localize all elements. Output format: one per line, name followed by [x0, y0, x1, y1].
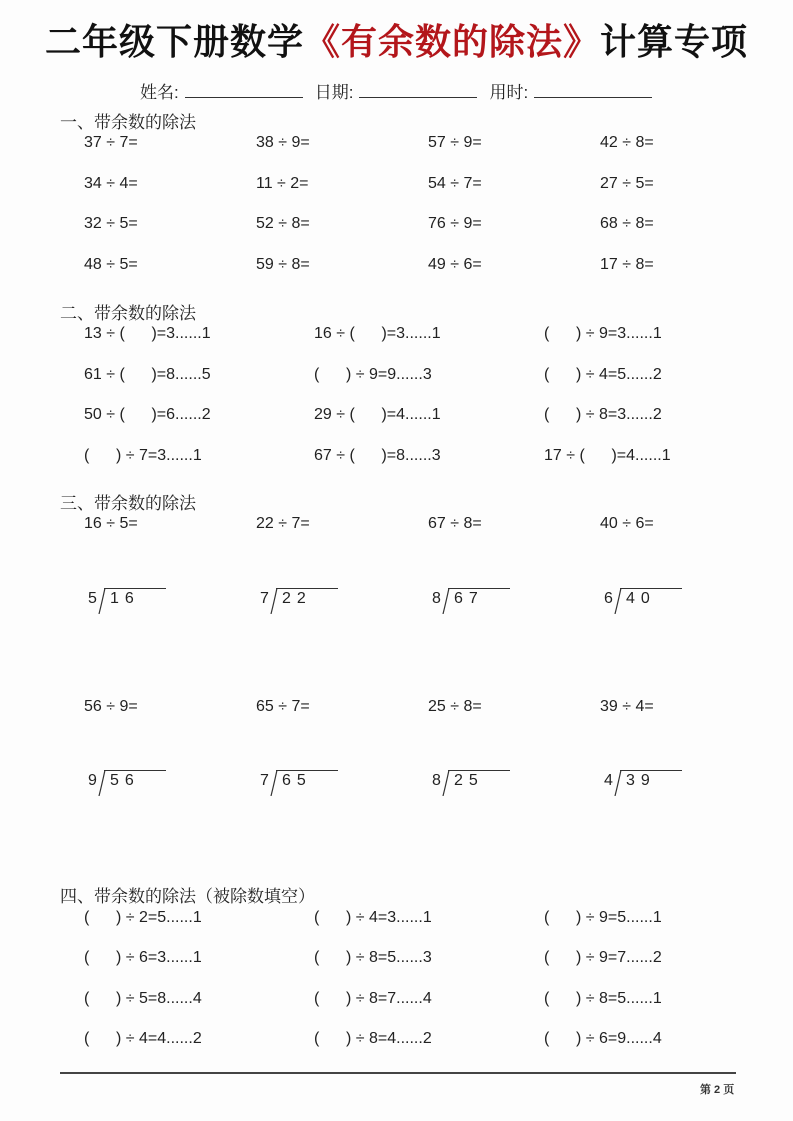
problem: 17 ÷ ( )=4......1 [544, 447, 671, 464]
division-bar [104, 770, 166, 771]
dividend: 16 [110, 590, 140, 607]
problem: ( ) ÷ 9=9......3 [314, 366, 432, 383]
problem: 16 ÷ 5= [84, 515, 138, 532]
division-bracket-icon [98, 770, 106, 796]
problem: ( ) ÷ 8=7......4 [314, 990, 432, 1007]
title-suffix: 计算专项 [600, 21, 749, 62]
problem-row [0, 256, 793, 278]
problem: 65 ÷ 7= [256, 698, 310, 715]
divisor: 7 [260, 772, 269, 789]
division-bracket-icon [98, 588, 106, 614]
division-bar [448, 588, 510, 589]
problem: ( ) ÷ 8=5......1 [544, 990, 662, 1007]
division-bracket-icon [270, 770, 278, 796]
divisor: 7 [260, 590, 269, 607]
problem: 16 ÷ ( )=3......1 [314, 325, 441, 342]
name-field [140, 78, 303, 103]
title-prefix: 二年级下册数学 [44, 21, 304, 62]
problem: 39 ÷ 4= [600, 698, 654, 715]
title-highlight: 《有余数的除法》 [303, 21, 600, 62]
problem: 22 ÷ 7= [256, 515, 310, 532]
divisor: 5 [88, 590, 97, 607]
divisor: 4 [604, 772, 613, 789]
problem: 59 ÷ 8= [256, 256, 310, 273]
problem-row [0, 175, 793, 197]
problem: ( ) ÷ 8=4......2 [314, 1030, 432, 1047]
time-label: 用时: [489, 83, 529, 102]
problem-row [0, 325, 793, 347]
problem: 67 ÷ 8= [428, 515, 482, 532]
divisor: 9 [88, 772, 97, 789]
problem: 49 ÷ 6= [428, 256, 482, 273]
section-3-title: 三、带余数的除法 [60, 494, 196, 513]
problem: 48 ÷ 5= [84, 256, 138, 273]
division-bar [104, 588, 166, 589]
dividend: 56 [110, 772, 140, 789]
problem: 11 ÷ 2= [256, 175, 309, 192]
problem: ( ) ÷ 5=8......4 [84, 990, 202, 1007]
problem: 76 ÷ 9= [428, 215, 482, 232]
date-label: 日期: [314, 83, 354, 102]
divisor: 8 [432, 772, 441, 789]
name-blank[interactable] [185, 81, 303, 98]
division-bar [620, 588, 682, 589]
problem: 50 ÷ ( )=6......2 [84, 406, 211, 423]
problem: 57 ÷ 9= [428, 134, 482, 151]
problem: 40 ÷ 6= [600, 515, 654, 532]
section-1-title: 一、带余数的除法 [60, 113, 196, 132]
date-blank[interactable] [359, 81, 477, 98]
problem: ( ) ÷ 4=4......2 [84, 1030, 202, 1047]
problem: ( ) ÷ 7=3......1 [84, 447, 202, 464]
dividend: 65 [282, 772, 312, 789]
problem: ( ) ÷ 6=9......4 [544, 1030, 662, 1047]
section-4-title: 四、带余数的除法（被除数填空） [60, 887, 315, 906]
problem: 34 ÷ 4= [84, 175, 138, 192]
dividend: 25 [454, 772, 484, 789]
page-title [0, 14, 793, 65]
dividend: 67 [454, 590, 484, 607]
divisor: 6 [604, 590, 613, 607]
division-bracket-icon [614, 770, 622, 796]
problem-row [0, 1030, 793, 1052]
division-bracket-icon [442, 588, 450, 614]
problem: ( ) ÷ 4=5......2 [544, 366, 662, 383]
problem: ( ) ÷ 6=3......1 [84, 949, 202, 966]
page-number: 第 2 页 [700, 1084, 735, 1096]
student-info [140, 78, 660, 103]
problem-row [0, 909, 793, 931]
problem-row [0, 447, 793, 469]
problem-row [0, 134, 793, 156]
problem: ( ) ÷ 8=3......2 [544, 406, 662, 423]
time-field [489, 78, 652, 103]
problem: 56 ÷ 9= [84, 698, 138, 715]
problem-row [0, 698, 793, 720]
problem: ( ) ÷ 9=5......1 [544, 909, 662, 926]
dividend: 40 [626, 590, 656, 607]
problem: 27 ÷ 5= [600, 175, 654, 192]
division-bracket-icon [614, 588, 622, 614]
section-2-title: 二、带余数的除法 [60, 304, 196, 323]
time-blank[interactable] [534, 81, 652, 98]
division-bar [276, 770, 338, 771]
problem: 25 ÷ 8= [428, 698, 482, 715]
date-field [315, 78, 478, 103]
problem-row [0, 215, 793, 237]
problem: 17 ÷ 8= [600, 256, 654, 273]
problem-row [0, 406, 793, 428]
division-bar [448, 770, 510, 771]
problem: ( ) ÷ 2=5......1 [84, 909, 202, 926]
problem: ( ) ÷ 9=3......1 [544, 325, 662, 342]
problem: 67 ÷ ( )=8......3 [314, 447, 441, 464]
problem: 29 ÷ ( )=4......1 [314, 406, 441, 423]
problem: 38 ÷ 9= [256, 134, 310, 151]
problem-row [0, 515, 793, 537]
problem: 32 ÷ 5= [84, 215, 138, 232]
problem: 52 ÷ 8= [256, 215, 310, 232]
problem: 37 ÷ 7= [84, 134, 138, 151]
footer-divider [60, 1072, 736, 1074]
problem: 13 ÷ ( )=3......1 [84, 325, 211, 342]
divisor: 8 [432, 590, 441, 607]
problem: 42 ÷ 8= [600, 134, 654, 151]
problem: 61 ÷ ( )=8......5 [84, 366, 211, 383]
problem: ( ) ÷ 4=3......1 [314, 909, 432, 926]
name-label: 姓名: [140, 83, 179, 102]
problem-row [0, 366, 793, 388]
division-bracket-icon [270, 588, 278, 614]
problem: 54 ÷ 7= [428, 175, 482, 192]
problem-row [0, 990, 793, 1012]
problem: 68 ÷ 8= [600, 215, 654, 232]
dividend: 39 [626, 772, 656, 789]
problem: ( ) ÷ 9=7......2 [544, 949, 662, 966]
dividend: 22 [282, 590, 312, 607]
division-bar [620, 770, 682, 771]
problem: ( ) ÷ 8=5......3 [314, 949, 432, 966]
problem-row [0, 949, 793, 971]
division-bracket-icon [442, 770, 450, 796]
division-bar [276, 588, 338, 589]
